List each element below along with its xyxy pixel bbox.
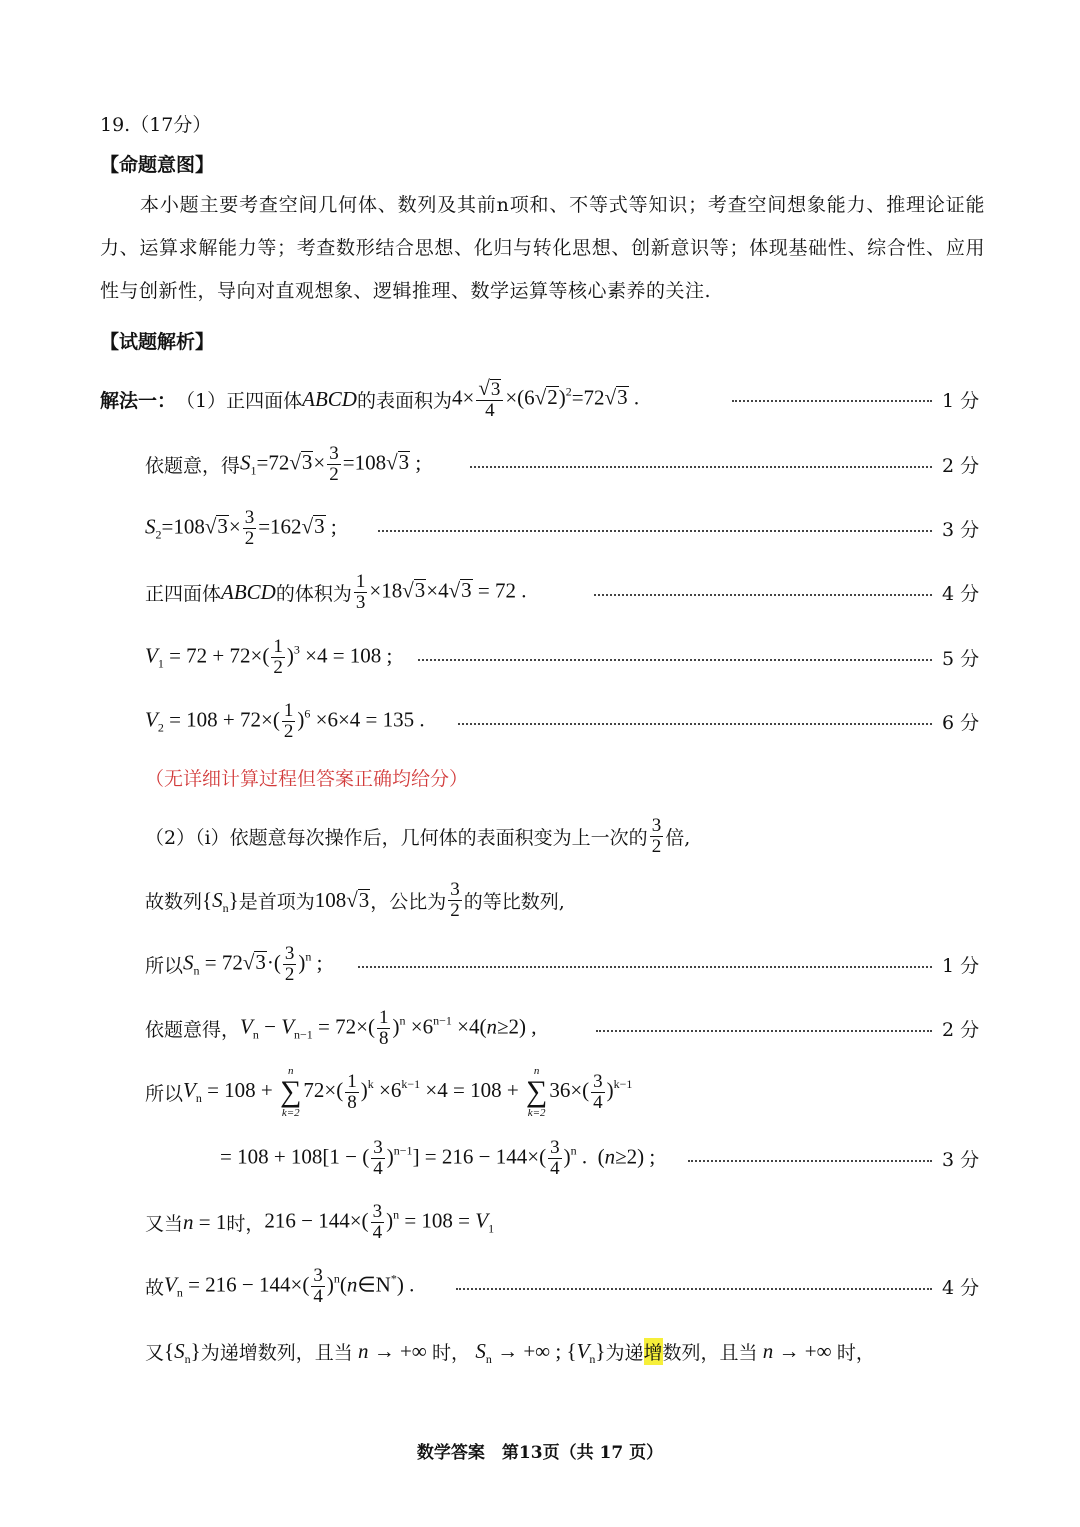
leader-dots [594,594,932,596]
score-3: 3 分 [942,519,980,541]
highlighted-char: 增 [644,1338,663,1365]
leader-dots [378,530,932,532]
solution-line-6 [145,693,425,749]
fraction-3-2: $\frac{3}{2}$ [651,814,662,857]
score-7: 1 分 [942,955,980,977]
part2-line5-text: 所以 [145,1082,184,1105]
part2-line-8 [145,1258,414,1314]
part2-line4-text: 依题意得， [145,1018,241,1041]
part2-line-9 [145,1323,875,1379]
part2-line9-text-d: 为递 [605,1341,644,1364]
score-10: 4 分 [942,1277,980,1299]
line2-text: 依题意，得 [145,454,241,477]
part2-line1-tail: 倍, [665,826,691,849]
sequence-sn: $\{S_n\}$ [202,887,239,915]
part2-line1-text: 依题意每次操作后，几何体的表面积变为上一次的 [229,826,648,849]
leader-dots [732,400,932,402]
line4-text-a: 正四面体 [145,582,222,605]
method-label: 解法一： [100,389,177,412]
solution-line-4 [145,564,526,620]
problem-number: 19.（17分） [100,114,212,136]
line4-text-b: 的体积为 [275,582,352,605]
formula-v1: $V_1 = 72 + 72\times$( $\frac{1}{2}$ )$^3$ ×4 = 108 ; [145,635,393,678]
formula-vn-diff: $V_n - V_{n-1} = 72\times$( $\frac{1}{8}$ )$^n \times 6^{n-1} \times 4(n\ge 2)$ , [240,1006,537,1049]
first-term: 108√3 [314,887,370,912]
ratio-3-2: $\frac{3}{2}$ [450,878,460,921]
leader-dots [688,1160,932,1162]
leader-dots [596,1030,932,1032]
part2-line9-text-f: 时， [836,1341,875,1364]
part2-line-7 [145,1194,494,1250]
formula-s2: $S_2=108√3\times$ $\frac{3}{2}$ =162√3 ; [145,506,337,549]
intent-paragraph: 本小题主要考查空间几何体、数列及其前n项和、不等式等知识；考查空间想象能力、推理论证能力、运算求解能力等；考查数形结合思想、化归与转化思想、创新意识等；体现基础性、综合性、应用性与创新性，导向对直观想象、逻辑推理、数学运算等核心素养的关注. [100,194,985,302]
formula-v2: $V_2 = 108 + 72\times$( $\frac{1}{2}$ )$^6$ ×6×4 = 135 . [145,699,425,742]
limit-expr: n → +∞ [357,1338,433,1363]
part2-line2-text-b: 是首项为 [238,890,315,913]
analysis-heading: 【试题解析】 [100,331,215,353]
leader-dots [470,466,932,468]
formula-volume: $\frac{1}{3}$ ×18√3×4√3 = 72 . [355,570,527,613]
score-1: 1 分 [942,390,980,412]
score-6: 6 分 [942,712,980,734]
formula-vn-final: $V_n = 216 - 144\times$( $\frac{3}{4}$ )$^n$(n∈N*) . [164,1264,415,1307]
intent-heading: 【命题意图】 [100,154,215,176]
part2-line-3 [145,936,322,992]
tetra-abcd: ABCD [221,579,276,604]
tetra-abcd: ABCD [302,386,357,411]
formula-vn-closed: = 108 + 108[1 − ( $\frac{3}{4}$ )$^{n-1}$] = 216 − 144×( $\frac{3}{4}$ )$^n$ . (n≥2) ; [220,1136,656,1179]
solution-line-1 [100,371,639,427]
leader-dots [358,966,932,968]
score-9: 3 分 [942,1149,980,1171]
leader-dots [418,659,932,661]
formula-s1: $S_1=72√3\times$ $\frac{3}{2}$ =108√3 ; [240,442,422,485]
limit-expr: n → +∞ [762,1338,837,1363]
solution-line-5 [145,629,392,685]
sequence-vn: $\{V_n\}$ [566,1338,606,1366]
n-equals-1: n = 1 [183,1209,227,1234]
sn-limit: $S_n$ → +∞ ; [475,1338,567,1366]
part2-line7-text-a: 又当 [145,1212,184,1235]
part2-line2-text-c: ，公比为 [370,890,447,913]
line1-text-b: 的表面积为 [356,389,452,412]
part1-label: （1） [176,389,227,412]
part2-line-2 [145,872,565,928]
part2-line-6 [220,1130,655,1186]
leader-dots [456,1288,932,1290]
part2-line8-text: 故 [145,1276,165,1299]
grading-note: （无详细计算过程但答案正确均给分） [145,768,469,790]
part2-line9-text-a: 又 [145,1341,165,1364]
part2-line7-text-b: 时， [226,1212,265,1235]
part2-line9-text-e: 数列，且当 [662,1341,758,1364]
part2-line-1 [145,808,690,864]
line1-text-a: 正四面体 [226,389,303,412]
formula-sn: $S_n = 72√3\cdot$( $\frac{3}{2}$ )$^n$ ; [183,942,323,985]
part2-line2-text-a: 故数列 [145,890,203,913]
part2-line9-text-c: 时， [432,1341,471,1364]
part2-line2-text-d: 的等比数列, [463,890,565,913]
part2-line-5 [145,1064,632,1120]
part2-line-4 [145,1000,536,1056]
score-4: 4 分 [942,583,980,605]
formula-check-v1: 216 − 144×( $\frac{3}{4}$ )$^n = 108 = V_1$ [264,1200,495,1243]
part2-line9-text-b: 为递增数列，且当 [200,1341,353,1364]
sequence-sn: $\{S_n\}$ [164,1338,201,1366]
formula-surface-area: 4× $\frac{√3}{4}$ $\times(6√2)^2=72√3$ . [451,375,640,421]
score-5: 5 分 [942,648,980,670]
score-2: 2 分 [942,455,980,477]
solution-line-3 [145,500,337,556]
leader-dots [458,723,932,725]
page-footer: 数学答案 第13页（共 17 页） [416,1443,664,1463]
part2-line3-text: 所以 [145,954,184,977]
part2-label: （2）（i） [145,826,230,849]
solution-line-2 [145,436,421,492]
formula-vn-sum: $V_n = 108$ + n ∑ k=2 72×( $\frac{1}{8}$ )$^k \times 6^{k-1} \times 4 = 108$ + n ∑ k=2 36×( $\frac{3}{4}$ )$^{k-1}$ [183,1065,633,1119]
score-8: 2 分 [942,1019,980,1041]
